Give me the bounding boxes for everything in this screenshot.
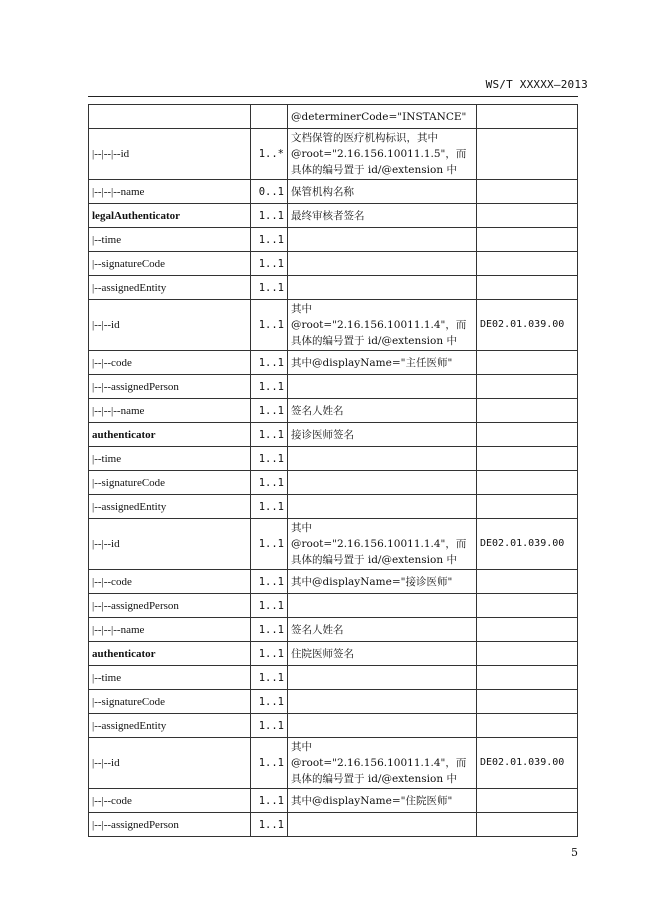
description-line: @root="2.16.156.10011.1.4"，而 (291, 319, 467, 331)
table-row (89, 738, 578, 789)
element-path-cell: |--time (89, 666, 251, 690)
element-path-cell: authenticator (89, 642, 251, 666)
data-element-code-cell (477, 252, 578, 276)
table-row (89, 618, 578, 642)
cardinality-cell: 1..1 (251, 690, 288, 714)
cardinality-cell: 1..1 (251, 813, 288, 837)
data-element-code-cell (477, 204, 578, 228)
element-path-cell: |--assignedEntity (89, 714, 251, 738)
data-element-code-cell (477, 471, 578, 495)
data-element-code-cell (477, 813, 578, 837)
page-number: 5 (571, 846, 578, 859)
table-row (89, 447, 578, 471)
table-row (89, 594, 578, 618)
description-line: 其中 (291, 522, 312, 534)
table-row (89, 180, 578, 204)
element-path-cell: |--|--assignedPerson (89, 813, 251, 837)
table-row (89, 228, 578, 252)
data-element-code-cell (477, 228, 578, 252)
table-row (89, 375, 578, 399)
table-row (89, 300, 578, 351)
cardinality-cell: 1..1 (251, 570, 288, 594)
table-row (89, 276, 578, 300)
description-line: 其中 (291, 741, 312, 753)
description-cell (288, 714, 477, 738)
element-path-cell: |--|--|--id (89, 129, 251, 180)
data-element-code-cell (477, 594, 578, 618)
table-row (89, 519, 578, 570)
data-element-code-cell (477, 105, 578, 129)
table-row (89, 204, 578, 228)
cardinality-cell: 1..1 (251, 204, 288, 228)
table-row (89, 495, 578, 519)
cardinality-cell: 1..1 (251, 789, 288, 813)
cardinality-cell: 1..1 (251, 399, 288, 423)
cardinality-cell: 1..1 (251, 276, 288, 300)
cardinality-cell: 1..1 (251, 519, 288, 570)
cardinality-cell: 1..1 (251, 618, 288, 642)
element-path-cell: |--|--|--name (89, 180, 251, 204)
description-cell (288, 252, 477, 276)
cardinality-cell: 1..* (251, 129, 288, 180)
element-path-cell: |--|--|--name (89, 618, 251, 642)
description-line: 其中@displayName="接诊医师" (291, 575, 453, 588)
table-row (89, 570, 578, 594)
cardinality-cell: 1..1 (251, 738, 288, 789)
description-cell (288, 642, 477, 666)
description-cell (288, 399, 477, 423)
table-row (89, 714, 578, 738)
cardinality-cell: 1..1 (251, 714, 288, 738)
table-row (89, 690, 578, 714)
description-line: @root="2.16.156.10011.1.4"，而 (291, 538, 467, 550)
description-line: 签名人姓名 (291, 404, 344, 417)
element-path-cell: |--assignedEntity (89, 276, 251, 300)
spec-table (88, 104, 578, 837)
cardinality-cell: 1..1 (251, 666, 288, 690)
cardinality-cell: 1..1 (251, 423, 288, 447)
description-line: 最终审核者签名 (291, 209, 365, 222)
data-element-code-cell (477, 180, 578, 204)
description-cell (288, 180, 477, 204)
element-path-cell: |--signatureCode (89, 252, 251, 276)
description-cell (288, 519, 477, 570)
data-element-code-cell (477, 714, 578, 738)
table-row (89, 252, 578, 276)
element-path-cell: |--|--code (89, 789, 251, 813)
data-element-code-cell (477, 789, 578, 813)
header-rule (88, 96, 578, 97)
element-path-cell: authenticator (89, 423, 251, 447)
description-line: 接诊医师签名 (291, 428, 354, 441)
table-row (89, 351, 578, 375)
description-cell (288, 594, 477, 618)
element-path-cell: |--|--id (89, 738, 251, 789)
description-line: 具体的编号置于 id/@extension 中 (291, 164, 457, 176)
description-cell (288, 738, 477, 789)
cardinality-cell: 1..1 (251, 447, 288, 471)
description-line: @root="2.16.156.10011.1.5"，而 (291, 148, 467, 160)
element-path-cell: |--|--assignedPerson (89, 375, 251, 399)
table-row (89, 399, 578, 423)
description-cell (288, 300, 477, 351)
data-element-code-cell (477, 423, 578, 447)
element-path-cell: |--|--code (89, 351, 251, 375)
description-cell (288, 105, 477, 129)
data-element-code-cell (477, 276, 578, 300)
data-element-code-cell (477, 570, 578, 594)
description-cell (288, 570, 477, 594)
table-row (89, 813, 578, 837)
description-cell (288, 690, 477, 714)
cardinality-cell: 1..1 (251, 375, 288, 399)
data-element-code-cell: DE02.01.039.00 (477, 519, 578, 570)
element-path-cell: |--assignedEntity (89, 495, 251, 519)
description-cell (288, 813, 477, 837)
table-row (89, 666, 578, 690)
table-row (89, 789, 578, 813)
description-line: 保管机构名称 (291, 185, 354, 198)
table-row (89, 105, 578, 129)
data-element-code-cell (477, 495, 578, 519)
data-element-code-cell (477, 690, 578, 714)
cardinality-cell: 1..1 (251, 252, 288, 276)
cardinality-cell: 1..1 (251, 495, 288, 519)
description-line: 签名人姓名 (291, 623, 344, 636)
table-row (89, 642, 578, 666)
description-line: @determinerCode="INSTANCE" (291, 110, 467, 123)
description-cell (288, 228, 477, 252)
spec-table-body (89, 105, 578, 837)
description-cell (288, 618, 477, 642)
cardinality-cell: 0..1 (251, 180, 288, 204)
description-line: 具体的编号置于 id/@extension 中 (291, 554, 457, 566)
description-cell (288, 375, 477, 399)
description-cell (288, 129, 477, 180)
description-line: @root="2.16.156.10011.1.4"，而 (291, 757, 467, 769)
element-path-cell: |--|--|--name (89, 399, 251, 423)
element-path-cell: |--|--assignedPerson (89, 594, 251, 618)
description-cell (288, 666, 477, 690)
table-row (89, 129, 578, 180)
element-path-cell: |--signatureCode (89, 471, 251, 495)
element-path-cell: legalAuthenticator (89, 204, 251, 228)
description-cell (288, 204, 477, 228)
data-element-code-cell (477, 351, 578, 375)
description-line: 具体的编号置于 id/@extension 中 (291, 335, 457, 347)
element-path-cell: |--time (89, 447, 251, 471)
cardinality-cell: 1..1 (251, 351, 288, 375)
description-cell (288, 789, 477, 813)
description-cell (288, 276, 477, 300)
data-element-code-cell (477, 642, 578, 666)
table-row (89, 471, 578, 495)
cardinality-cell: 1..1 (251, 471, 288, 495)
element-path-cell: |--|--id (89, 300, 251, 351)
description-line: 具体的编号置于 id/@extension 中 (291, 773, 457, 785)
data-element-code-cell: DE02.01.039.00 (477, 738, 578, 789)
element-path-cell: |--signatureCode (89, 690, 251, 714)
cardinality-cell: 1..1 (251, 642, 288, 666)
cardinality-cell: 1..1 (251, 594, 288, 618)
cardinality-cell: 1..1 (251, 300, 288, 351)
description-cell (288, 471, 477, 495)
element-path-cell: |--time (89, 228, 251, 252)
description-cell (288, 423, 477, 447)
element-path-cell (89, 105, 251, 129)
element-path-cell: |--|--code (89, 570, 251, 594)
element-path-cell: |--|--id (89, 519, 251, 570)
standard-code: WS/T XXXXX—2013 (485, 78, 588, 91)
data-element-code-cell (477, 399, 578, 423)
description-line: 其中@displayName="住院医师" (291, 794, 453, 807)
data-element-code-cell (477, 618, 578, 642)
data-element-code-cell (477, 447, 578, 471)
cardinality-cell: 1..1 (251, 228, 288, 252)
cardinality-cell (251, 105, 288, 129)
description-line: 文档保管的医疗机构标识，其中 (291, 132, 438, 144)
table-row (89, 423, 578, 447)
description-line: 住院医师签名 (291, 647, 354, 660)
data-element-code-cell (477, 666, 578, 690)
data-element-code-cell (477, 375, 578, 399)
description-cell (288, 495, 477, 519)
description-line: 其中@displayName="主任医师" (291, 356, 453, 369)
description-line: 其中 (291, 303, 312, 315)
data-element-code-cell: DE02.01.039.00 (477, 300, 578, 351)
description-cell (288, 351, 477, 375)
description-cell (288, 447, 477, 471)
data-element-code-cell (477, 129, 578, 180)
